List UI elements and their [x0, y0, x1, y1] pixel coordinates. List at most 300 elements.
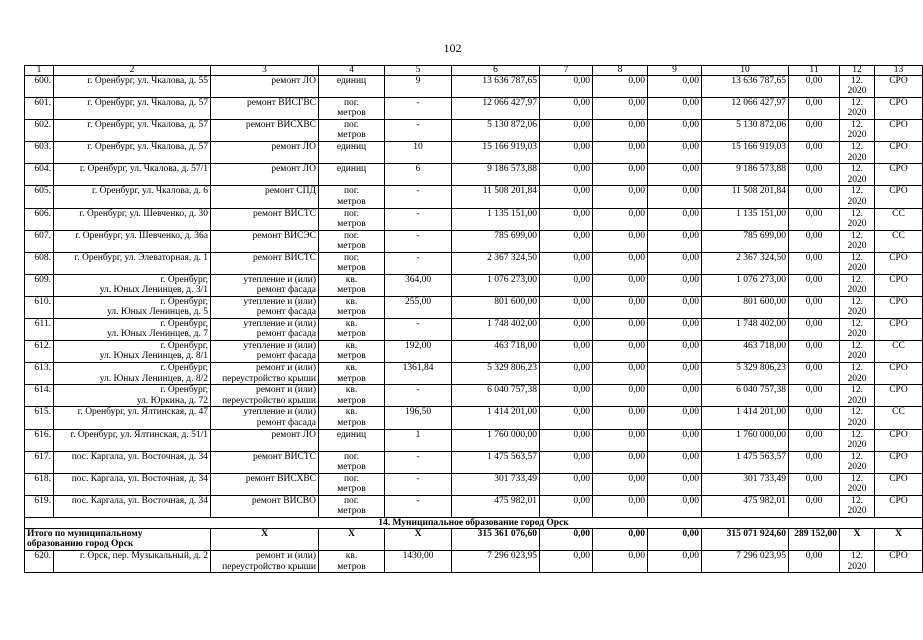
table-cell: 2 367 324,50 — [452, 252, 540, 274]
table-cell: 0,00 — [789, 429, 840, 451]
total-cell: 289 152,00 — [789, 529, 840, 551]
table-cell: ремонт ЛО — [211, 164, 319, 186]
column-number: 12 — [840, 66, 875, 76]
table-cell: 15 166 919,03 — [452, 142, 540, 164]
table-cell: ремонт ЛО — [211, 76, 319, 98]
table-cell: пог. метров — [319, 98, 385, 120]
table-cell: 0,00 — [648, 407, 702, 429]
table-row — [25, 451, 923, 473]
table-cell: г. Оренбург, ул. Элеваторная, д. 1 — [54, 252, 211, 274]
table-cell: - — [385, 385, 452, 407]
table-cell: 609. — [25, 274, 54, 296]
table-cell: 0,00 — [593, 252, 648, 274]
table-cell: 0,00 — [789, 274, 840, 296]
table-cell: СРО — [875, 495, 923, 517]
table-cell: 196,50 — [385, 407, 452, 429]
column-number: 7 — [540, 66, 593, 76]
table-cell: 0,00 — [648, 208, 702, 230]
table-cell: 12. 2020 — [840, 451, 875, 473]
total-cell: X — [875, 529, 923, 551]
table-cell: 0,00 — [540, 429, 593, 451]
table-cell: 0,00 — [789, 208, 840, 230]
table-cell: 0,00 — [648, 429, 702, 451]
table-cell: 12. 2020 — [840, 274, 875, 296]
table-cell: 0,00 — [593, 319, 648, 341]
table-cell: 0,00 — [789, 164, 840, 186]
table-cell: 7 296 023,95 — [452, 551, 540, 573]
table-cell: 0,00 — [648, 473, 702, 495]
table-cell: г. Оренбург, ул. Чкалова, д. 57 — [54, 120, 211, 142]
table-cell: 6 040 757,38 — [702, 385, 789, 407]
table-cell: кв. метров — [319, 551, 385, 573]
table-cell: ремонт и (или) переустройство крыши — [211, 551, 319, 573]
table-cell: 0,00 — [540, 341, 593, 363]
table-cell: 615. — [25, 407, 54, 429]
table-cell: 607. — [25, 230, 54, 252]
table-cell: 0,00 — [789, 142, 840, 164]
table-cell: СРО — [875, 98, 923, 120]
table-cell: 0,00 — [593, 429, 648, 451]
table-cell: 0,00 — [593, 363, 648, 385]
table-cell: ремонт ВИСЭС — [211, 230, 319, 252]
table-cell: г. Оренбург, ул. Юных Ленинцев, д. 8/2 — [54, 363, 211, 385]
table-cell: г. Оренбург, ул. Ялтинская, д. 47 — [54, 407, 211, 429]
table-cell: 12. 2020 — [840, 230, 875, 252]
table-cell: СРО — [875, 363, 923, 385]
table-cell: 1 748 402,00 — [702, 319, 789, 341]
table-cell: 5 130 872,06 — [702, 120, 789, 142]
table-cell: СРО — [875, 551, 923, 573]
table-cell: ремонт ЛО — [211, 429, 319, 451]
table-row — [25, 76, 923, 98]
table-cell: кв. метров — [319, 363, 385, 385]
table-cell: 610. — [25, 296, 54, 318]
table-cell: 0,00 — [540, 363, 593, 385]
table-row — [25, 473, 923, 495]
table-row — [25, 120, 923, 142]
table-cell: 0,00 — [540, 164, 593, 186]
table-cell: ремонт ВИСТС — [211, 451, 319, 473]
table-cell: 1 — [385, 429, 452, 451]
table-cell: 0,00 — [789, 451, 840, 473]
table-cell: 475 982,01 — [452, 495, 540, 517]
table-cell: 0,00 — [648, 363, 702, 385]
table-cell: пос. Каргала, ул. Восточная, д. 34 — [54, 473, 211, 495]
table-cell: 7 296 023,95 — [702, 551, 789, 573]
table-cell: 0,00 — [593, 98, 648, 120]
table-cell: 6 — [385, 164, 452, 186]
table-cell: 619. — [25, 495, 54, 517]
table-cell: СРО — [875, 274, 923, 296]
table-cell: 12 066 427,97 — [702, 98, 789, 120]
table-cell: пог. метров — [319, 451, 385, 473]
table-cell: СРО — [875, 142, 923, 164]
table-cell: 1 076 273,00 — [702, 274, 789, 296]
table-cell: 1 760 000,00 — [702, 429, 789, 451]
table-cell: единиц — [319, 142, 385, 164]
table-cell: 463 718,00 — [702, 341, 789, 363]
table-cell: ремонт и (или) переустройство крыши — [211, 385, 319, 407]
table-cell: 0,00 — [540, 551, 593, 573]
column-number: 4 — [319, 66, 385, 76]
table-cell: 12. 2020 — [840, 473, 875, 495]
table-cell: 1 076 273,00 — [452, 274, 540, 296]
table-cell: 785 699,00 — [702, 230, 789, 252]
table-cell: 11 508 201,84 — [452, 186, 540, 208]
table-cell: 475 982,01 — [702, 495, 789, 517]
table-cell: 1 748 402,00 — [452, 319, 540, 341]
total-cell: 315 071 924,60 — [702, 529, 789, 551]
table-cell: 0,00 — [789, 473, 840, 495]
table-cell: 1 475 563,57 — [452, 451, 540, 473]
table-cell: - — [385, 98, 452, 120]
table-cell: 9 — [385, 76, 452, 98]
table-cell: 0,00 — [789, 120, 840, 142]
table-cell: пос. Каргала, ул. Восточная, д. 34 — [54, 495, 211, 517]
table-cell: 463 718,00 — [452, 341, 540, 363]
table-cell: кв. метров — [319, 274, 385, 296]
table-cell: 0,00 — [540, 208, 593, 230]
table-cell: 9 186 573,88 — [452, 164, 540, 186]
table-cell: 0,00 — [789, 230, 840, 252]
table-cell: ремонт ВИСГВС — [211, 98, 319, 120]
table-row — [25, 230, 923, 252]
total-cell: X — [211, 529, 319, 551]
table-cell: утепление и (или) ремонт фасада — [211, 296, 319, 318]
column-number: 9 — [648, 66, 702, 76]
table-cell: 0,00 — [789, 252, 840, 274]
table-cell: 0,00 — [648, 142, 702, 164]
table-cell: - — [385, 230, 452, 252]
table-cell: 12. 2020 — [840, 319, 875, 341]
table-cell: СС — [875, 230, 923, 252]
table-cell: 0,00 — [593, 296, 648, 318]
table-cell: 0,00 — [540, 385, 593, 407]
table-cell: - — [385, 186, 452, 208]
table-cell: СРО — [875, 164, 923, 186]
table-cell: 0,00 — [593, 208, 648, 230]
table-cell: г. Оренбург, ул. Шевченко, д. 36а — [54, 230, 211, 252]
table-cell: 0,00 — [540, 186, 593, 208]
table-cell: 0,00 — [593, 164, 648, 186]
total-label: Итого по муниципальному образованию город Орск — [25, 529, 211, 551]
table-cell: г. Оренбург, ул. Чкалова, д. 57 — [54, 98, 211, 120]
table-cell: 0,00 — [593, 76, 648, 98]
table-cell: 0,00 — [789, 98, 840, 120]
total-cell: 0,00 — [648, 529, 702, 551]
table-cell: пог. метров — [319, 120, 385, 142]
table-cell: СРО — [875, 76, 923, 98]
table-cell: 0,00 — [789, 495, 840, 517]
total-cell: X — [840, 529, 875, 551]
table-cell: ремонт ЛО — [211, 142, 319, 164]
table-row — [25, 551, 923, 573]
table-cell: 0,00 — [540, 495, 593, 517]
table-cell: 1 414 201,00 — [702, 407, 789, 429]
table-cell: 601. — [25, 98, 54, 120]
table-cell: 12. 2020 — [840, 385, 875, 407]
table-cell: 606. — [25, 208, 54, 230]
table-cell: г. Орск, пер. Музыкальный, д. 2 — [54, 551, 211, 573]
table-cell: 1 135 151,00 — [452, 208, 540, 230]
total-cell: X — [385, 529, 452, 551]
table-cell: г. Оренбург, ул. Юных Ленинцев, д. 7 — [54, 319, 211, 341]
table-cell: 5 329 806,23 — [452, 363, 540, 385]
table-cell: 0,00 — [789, 551, 840, 573]
table-row — [25, 252, 923, 274]
table-cell: 603. — [25, 142, 54, 164]
table-row — [25, 98, 923, 120]
table-cell: 0,00 — [540, 319, 593, 341]
table-cell: 0,00 — [789, 385, 840, 407]
table-cell: 0,00 — [789, 407, 840, 429]
table-cell: утепление и (или) ремонт фасада — [211, 319, 319, 341]
table-cell: 617. — [25, 451, 54, 473]
table-cell: 0,00 — [540, 230, 593, 252]
table-cell: СРО — [875, 252, 923, 274]
table-cell: г. Оренбург, ул. Чкалова, д. 55 — [54, 76, 211, 98]
column-number: 3 — [211, 66, 319, 76]
table-cell: СРО — [875, 120, 923, 142]
table-cell: ремонт ВИСТС — [211, 208, 319, 230]
repair-program-table — [24, 65, 923, 573]
column-number: 13 — [875, 66, 923, 76]
table-cell: г. Оренбург, ул. Чкалова, д. 57/1 — [54, 164, 211, 186]
table-cell: 0,00 — [593, 274, 648, 296]
table-cell: 0,00 — [593, 186, 648, 208]
table-cell: пог. метров — [319, 495, 385, 517]
table-cell: 12. 2020 — [840, 164, 875, 186]
table-cell: 801 600,00 — [702, 296, 789, 318]
table-cell: 0,00 — [648, 186, 702, 208]
total-cell: 0,00 — [593, 529, 648, 551]
table-cell: 0,00 — [593, 495, 648, 517]
table-cell: 12. 2020 — [840, 341, 875, 363]
table-cell: 2 367 324,50 — [702, 252, 789, 274]
table-cell: 0,00 — [648, 551, 702, 573]
table-cell: 0,00 — [540, 252, 593, 274]
table-cell: СРО — [875, 429, 923, 451]
table-cell: 0,00 — [648, 230, 702, 252]
table-cell: ремонт ВИСВО — [211, 495, 319, 517]
table-cell: пог. метров — [319, 208, 385, 230]
table-cell: кв. метров — [319, 385, 385, 407]
table-cell: пог. метров — [319, 186, 385, 208]
column-number: 6 — [452, 66, 540, 76]
table-row — [25, 385, 923, 407]
table-cell: 12. 2020 — [840, 120, 875, 142]
table-row — [25, 495, 923, 517]
total-row — [25, 529, 923, 551]
table-cell: 0,00 — [540, 120, 593, 142]
table-cell: 611. — [25, 319, 54, 341]
table-cell: г. Оренбург, ул. Юных Ленинцев, д. 5 — [54, 296, 211, 318]
table-cell: 0,00 — [540, 274, 593, 296]
column-number: 10 — [702, 66, 789, 76]
table-cell: 5 329 806,23 — [702, 363, 789, 385]
table-cell: 0,00 — [593, 385, 648, 407]
table-cell: 0,00 — [789, 341, 840, 363]
column-number-row — [25, 66, 923, 76]
table-cell: ремонт ВИСТС — [211, 252, 319, 274]
table-row — [25, 407, 923, 429]
table-cell: 614. — [25, 385, 54, 407]
table-cell: 0,00 — [593, 142, 648, 164]
table-cell: СС — [875, 208, 923, 230]
column-number: 2 — [54, 66, 211, 76]
table-cell: 0,00 — [648, 451, 702, 473]
table-cell: 620. — [25, 551, 54, 573]
column-number: 5 — [385, 66, 452, 76]
table-cell: 1 414 201,00 — [452, 407, 540, 429]
table-cell: 0,00 — [593, 120, 648, 142]
table-cell: ремонт ВИСХВС — [211, 473, 319, 495]
table-cell: - — [385, 319, 452, 341]
total-cell: 0,00 — [540, 529, 593, 551]
table-cell: 0,00 — [789, 319, 840, 341]
table-cell: ремонт СПД — [211, 186, 319, 208]
table-cell: 12. 2020 — [840, 429, 875, 451]
table-cell: 12. 2020 — [840, 296, 875, 318]
table-cell: 12. 2020 — [840, 551, 875, 573]
table-cell: утепление и (или) ремонт фасада — [211, 274, 319, 296]
table-cell: 608. — [25, 252, 54, 274]
table-cell: г. Оренбург, ул. Чкалова, д. 6 — [54, 186, 211, 208]
table-cell: 785 699,00 — [452, 230, 540, 252]
table-cell: пог. метров — [319, 252, 385, 274]
table-cell: 5 130 872,06 — [452, 120, 540, 142]
table-cell: 0,00 — [648, 274, 702, 296]
table-cell: 0,00 — [648, 76, 702, 98]
table-row — [25, 319, 923, 341]
table-cell: кв. метров — [319, 407, 385, 429]
table-cell: 1430,00 — [385, 551, 452, 573]
table-cell: 1 475 563,57 — [702, 451, 789, 473]
table-cell: 0,00 — [789, 296, 840, 318]
table-cell: 0,00 — [648, 296, 702, 318]
table-cell: ремонт ВИСХВС — [211, 120, 319, 142]
table-cell: 12. 2020 — [840, 186, 875, 208]
table-cell: 0,00 — [648, 98, 702, 120]
table-cell: СС — [875, 407, 923, 429]
table-cell: 6 040 757,38 — [452, 385, 540, 407]
table-row — [25, 429, 923, 451]
table-cell: 301 733,49 — [452, 473, 540, 495]
table-cell: 1 135 151,00 — [702, 208, 789, 230]
table-cell: СРО — [875, 385, 923, 407]
table-cell: СРО — [875, 319, 923, 341]
table-row — [25, 274, 923, 296]
table-cell: - — [385, 473, 452, 495]
table-cell: 12 066 427,97 — [452, 98, 540, 120]
table-cell: 0,00 — [648, 495, 702, 517]
table-cell: г. Оренбург, ул. Юных Ленинцев, д. 8/1 — [54, 341, 211, 363]
table-cell: 0,00 — [540, 76, 593, 98]
table-cell: СРО — [875, 296, 923, 318]
table-row — [25, 186, 923, 208]
table-cell: 0,00 — [540, 142, 593, 164]
table-cell: 13 636 787,65 — [452, 76, 540, 98]
section-row — [25, 517, 923, 528]
table-cell: 600. — [25, 76, 54, 98]
table-cell: - — [385, 252, 452, 274]
table-cell: 0,00 — [593, 451, 648, 473]
table-cell: 618. — [25, 473, 54, 495]
table-cell: кв. метров — [319, 296, 385, 318]
table-cell: пог. метров — [319, 473, 385, 495]
table-row — [25, 142, 923, 164]
table-cell: 0,00 — [648, 319, 702, 341]
table-cell: СРО — [875, 186, 923, 208]
table-cell: 11 508 201,84 — [702, 186, 789, 208]
table-cell: - — [385, 120, 452, 142]
table-cell: СРО — [875, 473, 923, 495]
table-cell: 15 166 919,03 — [702, 142, 789, 164]
table-cell: - — [385, 495, 452, 517]
table-cell: кв. метров — [319, 319, 385, 341]
table-cell: 0,00 — [593, 230, 648, 252]
column-number: 1 — [25, 66, 54, 76]
table-cell: 0,00 — [540, 451, 593, 473]
table-cell: 0,00 — [593, 341, 648, 363]
table-cell: г. Оренбург, ул. Шевченко, д. 30 — [54, 208, 211, 230]
table-cell: г. Оренбург, ул. Юркина, д. 72 — [54, 385, 211, 407]
table-row — [25, 363, 923, 385]
table-cell: пог. метров — [319, 230, 385, 252]
table-cell: 13 636 787,65 — [702, 76, 789, 98]
table-cell: г. Оренбург, ул. Юных Ленинцев, д. 3/1 — [54, 274, 211, 296]
table-cell: 255,00 — [385, 296, 452, 318]
total-cell: 315 361 076,60 — [452, 529, 540, 551]
table-cell: 12. 2020 — [840, 363, 875, 385]
table-cell: 12. 2020 — [840, 208, 875, 230]
table-cell: - — [385, 208, 452, 230]
table-cell: 0,00 — [540, 296, 593, 318]
table-cell: СС — [875, 341, 923, 363]
table-cell: 12. 2020 — [840, 142, 875, 164]
table-cell: 0,00 — [789, 76, 840, 98]
section-title: 14. Муниципальное образование город Орск — [25, 517, 923, 528]
table-cell: 12. 2020 — [840, 495, 875, 517]
table-cell: 801 600,00 — [452, 296, 540, 318]
table-cell: кв. метров — [319, 341, 385, 363]
table-cell: г. Оренбург, ул. Ялтинская, д. 51/1 — [54, 429, 211, 451]
table-row — [25, 164, 923, 186]
table-cell: 0,00 — [789, 186, 840, 208]
table-cell: г. Оренбург, ул. Чкалова, д. 57 — [54, 142, 211, 164]
table-cell: 0,00 — [648, 385, 702, 407]
table-row — [25, 208, 923, 230]
table-cell: 0,00 — [648, 164, 702, 186]
table-cell: 12. 2020 — [840, 252, 875, 274]
table-cell: 0,00 — [593, 551, 648, 573]
table-cell: 0,00 — [540, 407, 593, 429]
table-cell: 364,00 — [385, 274, 452, 296]
table-cell: пос. Каргала, ул. Восточная, д. 34 — [54, 451, 211, 473]
table-cell: 612. — [25, 341, 54, 363]
table-cell: 0,00 — [789, 363, 840, 385]
table-cell: 12. 2020 — [840, 407, 875, 429]
table-cell: единиц — [319, 164, 385, 186]
total-cell: X — [319, 529, 385, 551]
table-cell: 0,00 — [593, 407, 648, 429]
table-row — [25, 341, 923, 363]
table-cell: 613. — [25, 363, 54, 385]
table-cell: 602. — [25, 120, 54, 142]
table-cell: 604. — [25, 164, 54, 186]
table-cell: 12. 2020 — [840, 98, 875, 120]
table-row — [25, 296, 923, 318]
